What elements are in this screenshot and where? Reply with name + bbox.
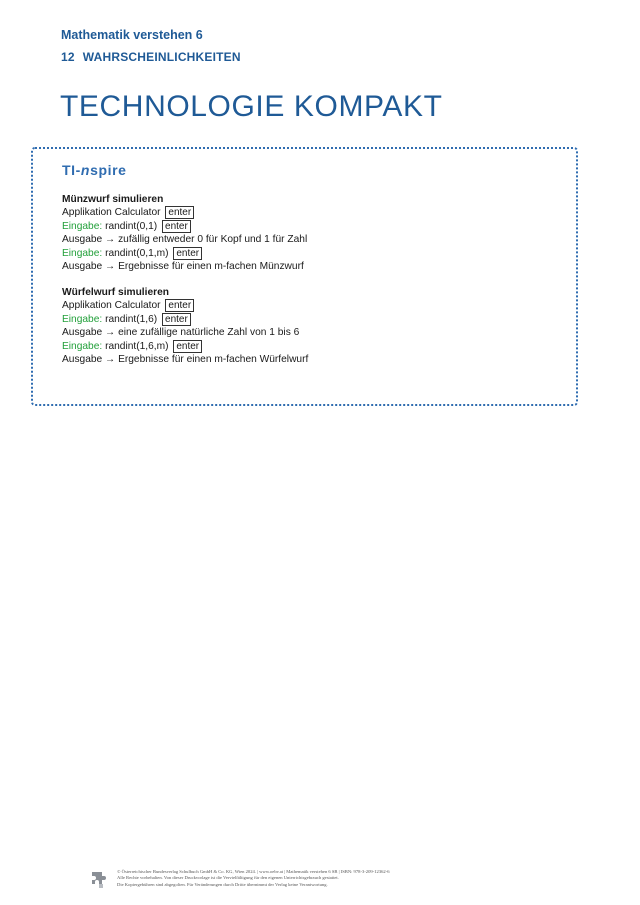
chapter-number: 12 (61, 50, 75, 64)
enter-key: enter (162, 220, 191, 233)
box-title-italic: n (80, 162, 91, 178)
section-heading: Münzwurf simulieren (62, 194, 164, 205)
input-command: randint(1,6,m) (105, 340, 169, 352)
enter-key: enter (165, 206, 194, 219)
output-line: Ausgabe → eine zufällige natürliche Zahl von 1 bis 6 (62, 327, 300, 339)
box-title-prefix: TI- (62, 162, 81, 178)
copyright-line: Alle Rechte vorbehalten. Von dieser Druckvorlage ist die Vervielfältigung für den eigenen Unterrichtsgebrauch gestattet. (117, 875, 339, 881)
enter-key: enter (173, 340, 202, 353)
section-muenzwurf (62, 193, 307, 273)
input-command: randint(1,6) (105, 313, 158, 325)
step-line (62, 206, 307, 219)
step-text: Applikation Calculator (62, 207, 161, 219)
chapter-heading (61, 50, 241, 64)
input-line (62, 220, 307, 233)
ti-nspire-box (31, 147, 578, 406)
step-line (62, 299, 308, 312)
box-title (62, 162, 127, 178)
output-line: Ausgabe → Ergebnisse für einen m-fachen Würfelwurf (62, 354, 309, 366)
enter-key: enter (165, 299, 194, 312)
copyright-line: Die Kopiergebühren sind abgegolten. Für Veränderungen durch Dritte übernimmt der Verlag keine Verantwortung. (117, 881, 328, 887)
enter-key: enter (173, 247, 202, 260)
input-label: Eingabe: (62, 313, 103, 325)
input-label: Eingabe: (62, 220, 103, 232)
section-wuerfelwurf (62, 286, 308, 366)
book-title: Mathematik verstehen 6 (61, 28, 203, 42)
input-label: Eingabe: (62, 340, 103, 352)
copyright-line: © Österreichischer Bundesverlag Schulbuch GmbH & Co. KG, Wien 2024. | www.oebv.at | Mathematik verstehen 6 SB | ISBN: 978-3-209-12362-6 (117, 869, 390, 874)
input-line (62, 340, 308, 353)
input-line (62, 313, 308, 326)
enter-key: enter (162, 313, 191, 326)
page-title: TECHNOLOGIE KOMPAKT (60, 90, 443, 123)
input-label: Eingabe: (62, 247, 103, 259)
box-title-suffix: spire (90, 162, 127, 178)
copyright-text (117, 869, 390, 888)
section-heading: Würfelwurf simulieren (62, 287, 169, 298)
input-line (62, 247, 307, 260)
puzzle-logo-icon (90, 871, 108, 889)
input-command: randint(0,1,m) (105, 247, 169, 259)
output-line: Ausgabe → zufällig entweder 0 für Kopf und 1 für Zahl (62, 234, 308, 246)
input-command: randint(0,1) (105, 220, 158, 232)
chapter-title: WAHRSCHEINLICHKEITEN (82, 50, 241, 64)
step-text: Applikation Calculator (62, 300, 161, 312)
output-line: Ausgabe → Ergebnisse für einen m-fachen Münzwurf (62, 261, 304, 273)
